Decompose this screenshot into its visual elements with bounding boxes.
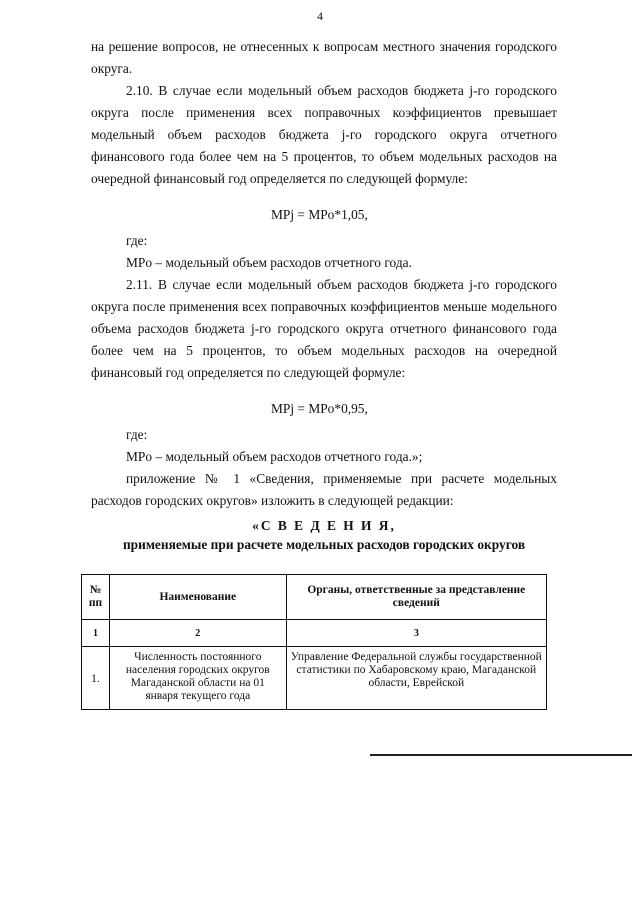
table-column-numbers-row — [82, 620, 547, 647]
paragraph-appendix: приложение № 1 «Сведения, применяемые при расчете модельных расходов городских округов» изложить в следующей редакции: — [91, 471, 557, 508]
definition-2: MPo – модельный объем расходов отчетного года.»; — [126, 449, 423, 464]
table-header-row — [82, 575, 547, 620]
column-number: 3 — [286, 620, 546, 647]
row-name: Численность постоянного населения городских округов Магаданской области на 01 января текущего года — [109, 647, 286, 710]
definition-1: MPo – модельный объем расходов отчетного года. — [126, 255, 412, 270]
row-organs: Управление Федеральной службы государственной статистики по Хабаровскому краю, Магаданской области, Еврейской — [286, 647, 546, 710]
page-number: 4 — [317, 9, 323, 23]
paragraph-2-11: 2.11. В случае если модельный объем расходов бюджета j-го городского округа после применения всех поправочных коэффициентов меньше модельного объема расходов бюджета j-го городского округа отчетного финансового года более чем на 5 процентов, то объем модельных расходов на очередной финансовый год определяется по следующей формуле: — [91, 277, 557, 380]
column-number: 1 — [82, 620, 110, 647]
where-label-2: где: — [126, 427, 148, 442]
info-table — [81, 574, 547, 710]
paragraph-2-10: 2.10. В случае если модельный объем расходов бюджета j-го городского округа после применения всех поправочных коэффициентов превышает модельный объем расходов бюджета j-го городского округа отчетного финансового года более чем на 5 процентов, то объем модельных расходов на очередной финансовый год определяется по следующей формуле: — [91, 83, 557, 186]
formula-1: MPj = MPo*1,05, — [271, 207, 368, 222]
section-subtitle: применяемые при расчете модельных расходов городских округов — [122, 537, 526, 552]
table-row — [82, 647, 547, 710]
header-organs: Органы, ответственные за представление сведений — [286, 575, 546, 620]
paragraph-continuation: на решение вопросов, не отнесенных к вопросам местного значения городского округа. — [91, 39, 557, 76]
section-title: «С В Е Д Е Н И Я, — [252, 518, 396, 533]
scan-edge-line — [370, 754, 632, 756]
formula-2: MPj = MPo*0,95, — [271, 401, 368, 416]
column-number: 2 — [109, 620, 286, 647]
header-name: Наименование — [109, 575, 286, 620]
header-num: № пп — [82, 575, 110, 620]
where-label-1: где: — [126, 233, 148, 248]
document-body — [91, 36, 557, 554]
row-num: 1. — [82, 647, 110, 710]
